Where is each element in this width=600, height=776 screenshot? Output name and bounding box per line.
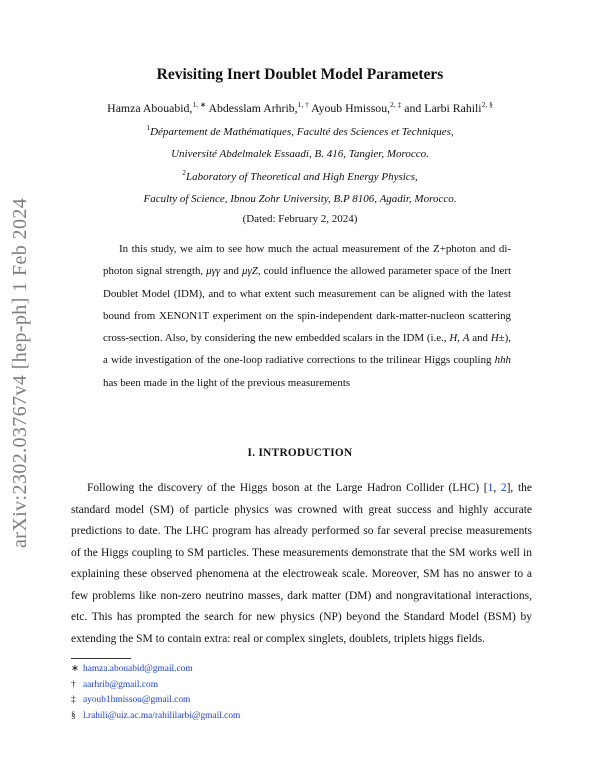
- affiliation-1-line-1: [60, 123, 540, 138]
- affiliation-text: Laboratory of Theoretical and High Energy Physics,: [186, 171, 418, 183]
- author-mark[interactable]: 1, †: [297, 100, 309, 109]
- affiliation-2-line-1: [60, 168, 540, 183]
- arxiv-identifier[interactable]: arXiv:2302.03767v4 [hep-ph] 1 Feb 2024: [9, 197, 31, 548]
- paper-title: Revisiting Inert Doublet Model Parameters: [156, 66, 444, 83]
- hhh-coupling: hhh: [494, 354, 511, 367]
- footnote-mark: §: [71, 710, 76, 721]
- abstract-text: ,: [457, 332, 463, 345]
- citation-link[interactable]: 1: [487, 482, 494, 494]
- abstract-text: and: [220, 265, 243, 278]
- affiliation-2-line-2: Faculty of Science, Ibnou Zohr University, B.P 8106, Agadir, Morocco.: [143, 193, 457, 205]
- email-link[interactable]: hamza.abouabid@gmail.com: [83, 664, 193, 674]
- footnotes: [71, 662, 531, 724]
- introduction-paragraph: [71, 478, 532, 650]
- abstract-text: In this study, we aim to see how much the actual measurement of the Z+photon and di-photon signal strength,: [103, 243, 511, 278]
- date-line: (Dated: February 2, 2024): [242, 213, 358, 225]
- abstract: [103, 238, 511, 394]
- author-name: Ayoub Hmissou,: [311, 101, 391, 115]
- section-heading-introduction: I. INTRODUCTION: [247, 447, 353, 459]
- scalar-h-pm: H±: [490, 332, 505, 345]
- abstract-text: , could influence the allowed parameter space of the Inert Doublet Model (IDM), and to what extent such measurement can be aligned with the latest bound from XENON1T experiment on the spin-independent dark-matter-nucleon scattering cross-section. Also, by considering the new embedded scalars in the IDM (i.e.,: [103, 265, 511, 345]
- author-mark[interactable]: 2, ‡: [390, 100, 402, 109]
- email-link[interactable]: aarhrib@gmail.com: [83, 679, 159, 690]
- footnote: [71, 678, 531, 694]
- affiliation-mark: 1: [146, 123, 151, 132]
- author-list: [60, 101, 540, 116]
- scalar-a: A: [462, 332, 470, 345]
- footnote-rule: [71, 658, 131, 659]
- abstract-text: has been made in the light of the previous measurements: [103, 376, 351, 389]
- mu-gamma-gamma: μγγ: [206, 265, 221, 278]
- scalar-h: H: [449, 332, 458, 345]
- intro-text: Following the discovery of the Higgs boson at the Large Hadron Collider (LHC) [: [87, 482, 488, 494]
- affiliation-mark: 2: [182, 168, 187, 177]
- intro-text: ,: [493, 482, 501, 494]
- affiliation-text: Département de Mathématiques, Faculté des Sciences et Techniques,: [150, 126, 454, 138]
- author-name: and Larbi Rahili: [404, 101, 482, 115]
- footnote-mark: ∗: [71, 664, 79, 674]
- footnote: [71, 693, 531, 709]
- citation-link[interactable]: 2: [500, 482, 507, 494]
- author-name: Hamza Abouabid,: [107, 101, 193, 115]
- footnote: [71, 662, 531, 678]
- footnote-mark: †: [71, 679, 76, 690]
- author-mark[interactable]: 1, ∗: [192, 100, 207, 109]
- footnote-mark: ‡: [71, 695, 76, 705]
- mu-gamma-z: μγZ: [242, 265, 258, 278]
- email-link[interactable]: ayoub1hmissou@gmail.com: [83, 695, 191, 705]
- footnote: [71, 709, 531, 725]
- abstract-text: ), a wide investigation of the one-loop radiative corrections to the trilinear Higgs coupling: [103, 332, 512, 367]
- author-name: Abdesslam Arhrib,: [208, 101, 298, 115]
- author-mark[interactable]: 2, §: [481, 100, 493, 109]
- affiliation-1-line-2: Université Abdelmalek Essaadi, B. 416, Tangier, Morocco.: [171, 148, 429, 160]
- abstract-text: and: [469, 332, 491, 345]
- email-link[interactable]: l.rahili@uiz.ac.ma/rahililarbi@gmail.com: [83, 710, 241, 721]
- intro-text: ], the standard model (SM) of particle physics was crowned with great success and highly accurate predictions to date. The LHC program has already performed so far several precise measurements of the Higgs coupling to SM particles. These measurements demonstrate that the SM works well in explaining these observed phenomena at the electroweak scale. Moreover, SM has no answer to a few problems like non-zero neutrino masses, dark matter (DM) and nongravitational interactions, etc. This has prompted the search for new physics (NP) beyond the Standard Model (BSM) by extending the SM to contain extra: real or complex singlets, doublets, triplets higgs fields.: [71, 482, 532, 645]
